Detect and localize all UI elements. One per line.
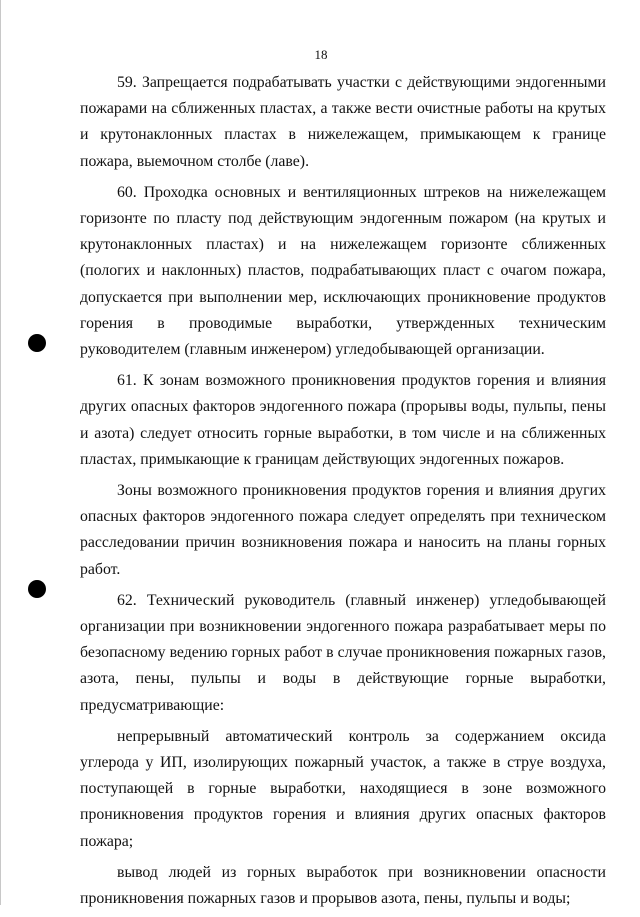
paragraph-62-item-1: непрерывный автоматический контроль за содержанием оксида углерода у ИП, изолирующих пожарный участок, а также в струе воздуха, поступающей в горные выработки, находящиеся в зоне возможного проникновения продуктов горения и влияния других опасных факторов пожара;	[80, 727, 606, 850]
paragraph-61: 61. К зонам возможного проникновения продуктов горения и влияния других опасных факторов эндогенного пожара (прорывы воды, пульпы, пены и азота) следует относить горные выработки, в том числе и на сближенных пластах, примыкающие к границам действующих эндогенных пожаров.	[80, 372, 606, 468]
punch-hole	[28, 334, 46, 352]
paragraph-60: 60. Проходка основных и вентиляционных штреков на нижележащем горизонте по пласту под действующим эндогенным пожаром (на крутых и крутонаклонных пластах) и на нижележащем горизонте сближенных (пологих и наклонных) пластов, подрабатывающих пласт с очагом пожара, допускается при выполнении мер, исключающих проникновение продуктов горения в проводимые выработки, утвержденных техническим руководителем (главным инженером) угледобывающей организации.	[80, 183, 606, 359]
punch-hole	[28, 580, 46, 598]
paragraph-62-item-2: вывод людей из горных выработок при возникновении опасности проникновения пожарных газов и прорывов азота, пены, пульпы и воды;	[80, 863, 606, 908]
paragraph-62: 62. Технический руководитель (главный инженер) угледобывающей организации при возникновении эндогенного пожара разрабатывает меры по безопасному ведению горных работ в случае проникновения пожарных газов, азота, пены, пульпы и воды в действующие горные выработки, предусматривающие:	[80, 591, 606, 714]
page-number: 18	[314, 47, 328, 62]
paragraph-59: 59. Запрещается подрабатывать участки с действующими эндогенными пожарами на сближенных пластах, а также вести очистные работы на крутых и крутонаклонных пластах в нижележащем, примыкающем к границе пожара, выемочном столбе (лаве).	[80, 74, 606, 170]
paragraph-61-continued: Зоны возможного проникновения продуктов горения и влияния других опасных факторов эндогенного пожара следует определять при техническом расследовании причин возникновения пожара и наносить на планы горных работ.	[80, 482, 606, 578]
body-text	[80, 70, 606, 917]
